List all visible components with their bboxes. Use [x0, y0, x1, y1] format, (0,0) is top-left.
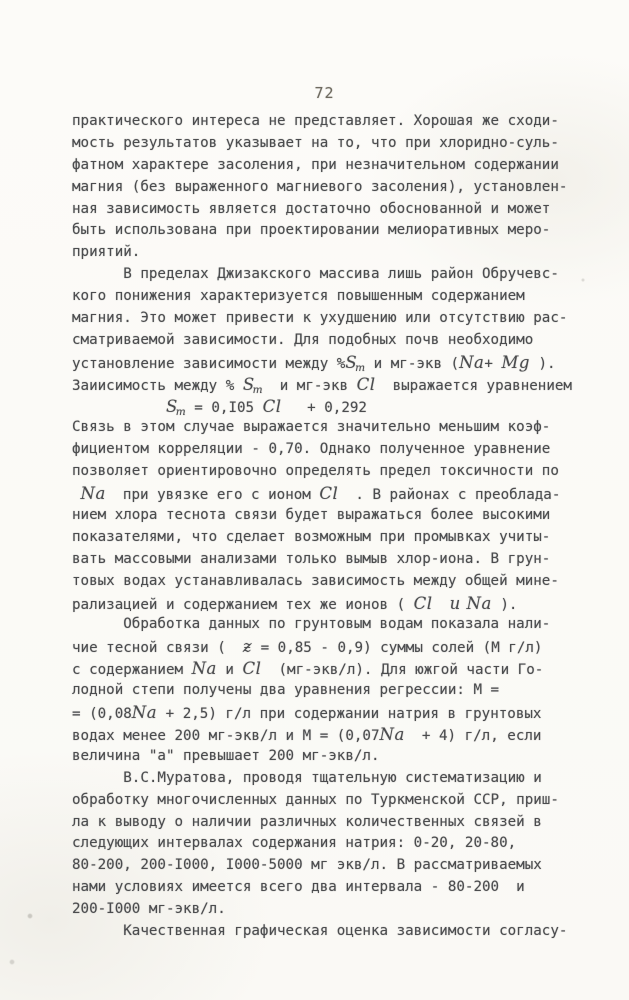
- typewritten-text: выражается уравнением: [375, 377, 572, 394]
- typewritten-text: следующих интервалах содержания натрия: 0-20, 20-80,: [72, 835, 517, 852]
- text-line: [72, 877, 592, 899]
- script-S-symbol: S: [242, 374, 255, 394]
- script-S-symbol: S: [165, 396, 178, 416]
- text-line: [72, 768, 592, 790]
- typewritten-text: ).: [529, 355, 556, 372]
- typewritten-text: 200-I000 мг-экв/л.: [72, 901, 226, 918]
- text-line: [72, 921, 592, 943]
- script-S-subscript-t: т: [252, 383, 263, 396]
- handwritten-symbol: Na: [379, 724, 405, 744]
- typewritten-text: Связь в этом случае выражается значительно меньшим коэф-: [72, 419, 551, 436]
- text-line: [72, 177, 592, 199]
- typewritten-text: [433, 597, 450, 613]
- text-line: [72, 133, 592, 155]
- typewritten-text: практического интереса не представляет. Хорошая же сходи-: [72, 113, 559, 129]
- typewritten-text: магния (без выраженного магниевого засоления), установлен-: [72, 178, 568, 195]
- typewritten-text: Качественная графическая оценка зависимости согласу-: [72, 922, 568, 939]
- handwritten-symbol: ƶ: [242, 637, 253, 657]
- typewritten-text: = (0,08: [72, 706, 132, 723]
- text-line: [72, 549, 592, 571]
- text-line: [72, 746, 592, 768]
- typewritten-text: и мг-экв: [262, 377, 357, 394]
- handwritten-symbol: Mg: [501, 352, 530, 372]
- text-line: [72, 702, 592, 724]
- typewritten-text: (мг-экв/л). Для южгой части Го-: [261, 662, 544, 679]
- handwritten-symbol: Na: [191, 659, 217, 679]
- typewritten-text: [72, 400, 166, 416]
- typewritten-text: = 0,I05: [185, 399, 263, 416]
- handwritten-symbol: Na: [459, 352, 485, 372]
- typewritten-text: рализацией и содержанием тех же ионов (: [72, 596, 414, 613]
- typewritten-text: магния. Это может привести к ухудшению или отсутствию рас-: [72, 310, 568, 327]
- script-S-symbol: S: [345, 352, 358, 372]
- typewritten-text: Заиисимость между %: [72, 377, 243, 394]
- text-line: [72, 593, 592, 615]
- text-line: [72, 833, 592, 855]
- text-line: [72, 812, 592, 834]
- typewritten-text: сматриваемой зависимости. Для подобных почв необходимо: [72, 331, 534, 348]
- typewritten-text: + 0,292: [281, 399, 367, 416]
- typewritten-text: ная зависимость является достаточно обоснованной и может: [72, 200, 551, 217]
- text-line: [72, 527, 592, 549]
- text-line: [72, 374, 592, 396]
- typewritten-text: товых водах устанавливалась зависимость между общей мине-: [72, 572, 559, 589]
- typewritten-text: + 4) г/л, если: [404, 727, 542, 744]
- handwritten-symbol: Cl: [262, 396, 282, 416]
- typewritten-text: . В районах с преоблада-: [338, 487, 561, 504]
- text-line: [72, 614, 592, 636]
- text-line: [72, 330, 592, 352]
- typewritten-text: и: [216, 662, 243, 679]
- typewritten-text: лодной степи получены два уравнения регрессии: М =: [72, 682, 500, 699]
- typewritten-text: чие тесной связи (: [72, 640, 243, 657]
- typewritten-text: кого понижения характеризуется повышенным содержанием: [72, 288, 525, 305]
- text-block: [72, 111, 592, 943]
- text-line: [72, 199, 592, 221]
- typewritten-text: позволяет ориентировочно определять предел токсичности по: [72, 463, 559, 480]
- typewritten-text: величина "а" превышает 200 мг-экв/л.: [72, 747, 380, 764]
- text-line: [72, 308, 592, 330]
- typewritten-text: В пределах Джизакского массива лишь район Обручевс-: [72, 266, 559, 283]
- text-line: [72, 658, 592, 680]
- text-line: [72, 483, 592, 505]
- text-line: [72, 855, 592, 877]
- typewritten-text: фатном характере засоления, при незначительном содержании: [72, 156, 559, 173]
- typewritten-text: нами условиях имеется всего два интервала - 80-200 и: [72, 879, 525, 896]
- text-line: [72, 417, 592, 439]
- handwritten-symbol: Cl: [319, 484, 339, 504]
- text-line: [72, 352, 592, 374]
- typewritten-text: и мг-экв (: [365, 355, 460, 372]
- text-line: [72, 111, 592, 133]
- text-line: [72, 220, 592, 242]
- handwritten-symbol: Cl: [413, 593, 433, 613]
- text-line: [72, 264, 592, 286]
- typewritten-text: [72, 487, 81, 503]
- text-line: [72, 790, 592, 812]
- typewritten-text: при увязке его с ионом: [105, 487, 320, 504]
- text-line: [72, 571, 592, 593]
- text-line: [72, 636, 592, 658]
- script-S-subscript-t: т: [355, 361, 366, 374]
- text-line: [72, 155, 592, 177]
- text-line: [72, 439, 592, 461]
- text-line: [72, 680, 592, 702]
- typewritten-text: В.С.Муратова, проводя тщательную систематизацию и: [72, 769, 542, 786]
- handwritten-symbol: и Na: [449, 593, 492, 613]
- typewritten-text: фициентом корреляции - 0,70. Однако полученное уравнение: [72, 441, 551, 458]
- typewritten-text: = 0,85 - 0,9) суммы солей (М г/л): [252, 640, 543, 657]
- typewritten-text: вать массовыми анализами только вымыв хлор-иона. В грун-: [72, 550, 551, 567]
- typewritten-text: обработку многочисленных данных по Туркменской ССР, приш-: [72, 791, 559, 808]
- text-line: [72, 286, 592, 308]
- handwritten-symbol: Na: [80, 484, 106, 504]
- typewritten-text: быть использована при проектировании мелиоративных меро-: [72, 222, 551, 239]
- typewritten-text: приятий.: [72, 244, 141, 261]
- text-line: [72, 505, 592, 527]
- typewritten-text: + 2,5) г/л при содержании натрия в грунтовых: [157, 706, 542, 723]
- typewritten-text: нием хлора теснота связи будет выражаться более высокими: [72, 507, 551, 524]
- text-line: [72, 242, 592, 264]
- typewritten-text: 80-200, 200-I000, I000-5000 мг экв/л. В рассматриваемых: [72, 857, 542, 874]
- typewritten-text: установление зависимости между %: [72, 355, 346, 372]
- typewritten-text: мость результатов указывает на то, что при хлоридно-суль-: [72, 134, 559, 151]
- typewritten-text: +: [484, 355, 502, 372]
- script-S-subscript-t: т: [175, 405, 186, 418]
- page-number: 72: [314, 84, 335, 102]
- typewritten-text: водах менее 200 мг-экв/л и М = (0,07: [72, 727, 380, 744]
- typewritten-text: показателями, что сделает возможным при промывках учиты-: [72, 528, 551, 545]
- text-line: [72, 724, 592, 746]
- text-line: [72, 899, 592, 921]
- text-line: [72, 396, 592, 418]
- typewritten-text: Обработка данных по грунтовым водам показала нали-: [72, 616, 551, 633]
- typewritten-text: с содержанием: [72, 662, 192, 679]
- handwritten-symbol: Cl: [242, 659, 262, 679]
- handwritten-symbol: Na: [131, 703, 158, 723]
- typewritten-text: ла к выводу о наличии различных количественных связей в: [72, 813, 542, 830]
- typewritten-text: ).: [491, 596, 518, 613]
- text-line: [72, 461, 592, 483]
- handwritten-symbol: Cl: [356, 374, 376, 394]
